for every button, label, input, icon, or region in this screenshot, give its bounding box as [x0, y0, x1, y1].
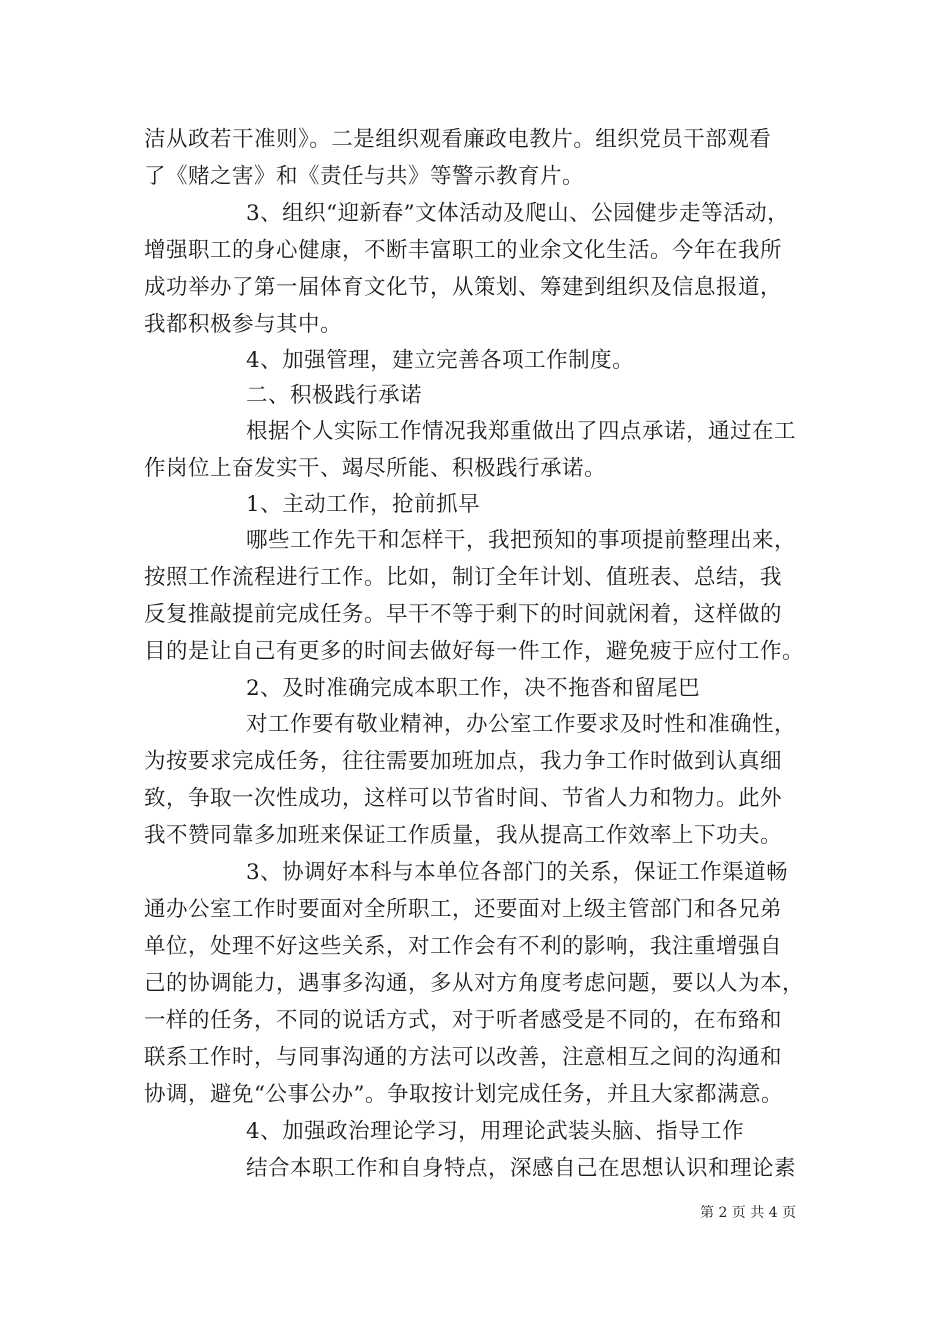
text-line: 我不赞同靠多加班来保证工作质量，我从提高工作效率上下功夫。 — [144, 823, 783, 848]
text-line: 协调，避免“公事公办”。争取按计划完成任务，并且大家都满意。 — [144, 1082, 783, 1107]
page-number: 第 2 页 共 4 页 — [700, 1205, 797, 1221]
text-line: 了《赌之害》和《责任与共》等警示教育片。 — [144, 164, 585, 189]
text-line: 哪些工作先干和怎样干，我把预知的事项提前整理出来， — [246, 528, 797, 553]
text-line: 己的协调能力，遇事多沟通，多从对方角度考虑问题，要以人为本， — [144, 971, 805, 996]
text-line: 反复推敲提前完成任务。早干不等于剩下的时间就闲着，这样做的 — [144, 602, 783, 627]
item-heading: 3、协调好本科与本单位各部门的关系，保证工作渠道畅 — [246, 860, 789, 885]
text-line: 作岗位上奋发实干、竭尽所能、积极践行承诺。 — [144, 456, 607, 481]
text-line: 致，争取一次性成功，这样可以节省时间、节省人力和物力。此外 — [144, 786, 783, 811]
text-line: 4、加强管理，建立完善各项工作制度。 — [246, 348, 635, 373]
text-line: 对工作要有敬业精神，办公室工作要求及时性和准确性， — [246, 712, 797, 737]
text-line: 一样的任务，不同的说话方式，对于听者感受是不同的，在布臵和 — [144, 1008, 783, 1033]
item-heading: 2、及时准确完成本职工作，决不拖沓和留尾巴 — [246, 676, 701, 701]
section-heading: 二、积极践行承诺 — [246, 383, 423, 408]
text-line: 洁从政若干准则》。二是组织观看廉政电教片。组织党员干部观看 — [144, 127, 772, 152]
item-heading: 4、加强政治理论学习，用理论武装头脑、指导工作 — [246, 1119, 745, 1144]
text-line: 增强职工的身心健康，不断丰富职工的业余文化生活。今年在我所 — [144, 238, 783, 263]
text-line: 按照工作流程进行工作。比如，制订全年计划、值班表、总结，我 — [144, 565, 783, 590]
text-line: 联系工作时，与同事沟通的方法可以改善，注意相互之间的沟通和 — [144, 1045, 783, 1070]
text-line: 目的是让自己有更多的时间去做好每一件工作，避免疲于应付工作。 — [144, 639, 805, 664]
text-line: 成功举办了第一届体育文化节，从策划、筹建到组织及信息报道， — [144, 275, 783, 300]
item-heading: 1、主动工作，抢前抓早 — [246, 492, 481, 517]
text-line: 3、组织“迎新春”文体活动及爬山、公园健步走等活动， — [246, 201, 790, 226]
text-line: 根据个人实际工作情况我郑重做出了四点承诺，通过在工 — [246, 419, 797, 444]
text-line: 单位，处理不好这些关系，对工作会有不利的影响，我注重增强自 — [144, 934, 783, 959]
text-line: 为按要求完成任务，往往需要加班加点，我力争工作时做到认真细 — [144, 749, 783, 774]
text-line: 通办公室工作时要面对全所职工，还要面对上级主管部门和各兄弟 — [144, 897, 783, 922]
text-line: 我都积极参与其中。 — [144, 312, 343, 337]
text-line: 结合本职工作和自身特点，深感自己在思想认识和理论素 — [246, 1156, 797, 1181]
